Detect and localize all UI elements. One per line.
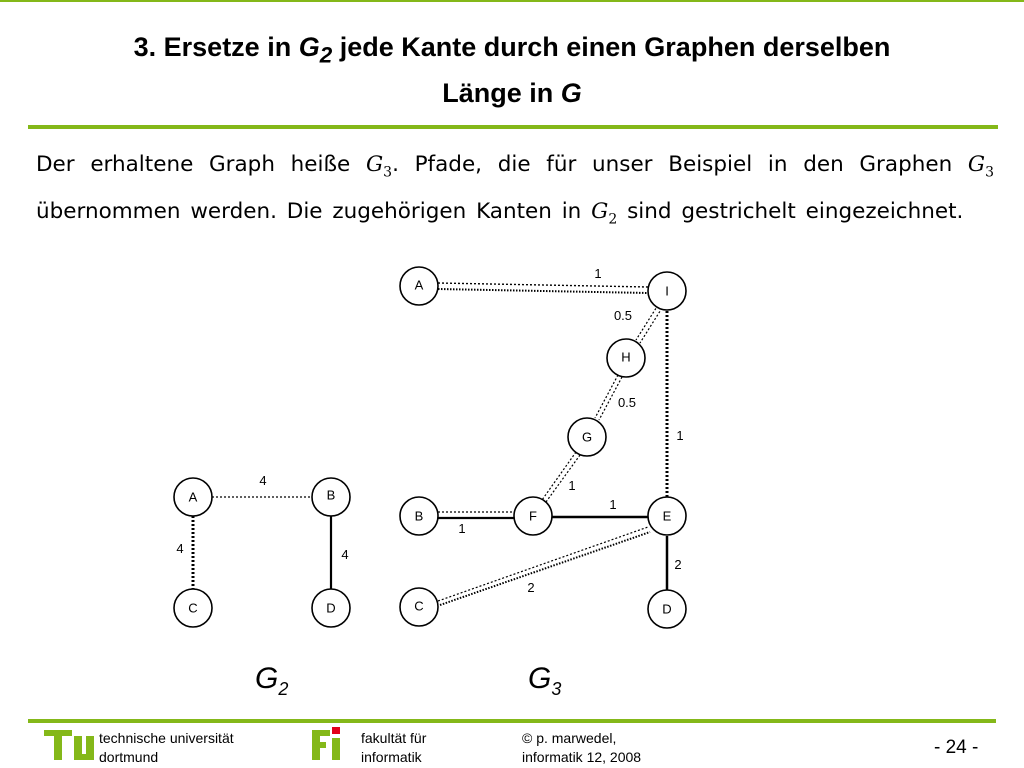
g2-label-c: C: [188, 600, 198, 616]
graph-g2: [174, 473, 350, 627]
g3-edge-h-g-dashed: [595, 375, 618, 418]
graph-g3: [400, 266, 686, 628]
footer-divider: [28, 719, 996, 723]
g3-weight-c-e: 2: [527, 580, 535, 595]
para-text-4: sind gestrichelt eingezeichnet.: [617, 199, 964, 225]
footer-university-line2: dortmund: [99, 749, 159, 765]
g3-edge-a-i: [438, 289, 648, 293]
footer-university-line1: technische universität: [99, 730, 234, 746]
para-text-3: übernommen werden. Die zugehörigen Kanten in: [36, 199, 592, 225]
para-math-g3: $G_3$: [365, 152, 393, 181]
g3-weight-a-i: 1: [594, 266, 602, 281]
g3-label-f: F: [529, 508, 537, 524]
g3-label-e: E: [662, 508, 672, 524]
title-math-sub: 2: [319, 42, 333, 68]
g3-weight-i-h: 0.5: [613, 308, 633, 323]
para-math-g3-2: $G_3$: [967, 152, 995, 181]
g2-weight-b-d: 4: [341, 547, 349, 562]
g3-edge-i-h: [640, 308, 662, 343]
g2-weight-a-b: 4: [259, 473, 267, 488]
g3-label-d: D: [662, 601, 672, 617]
g3-weight-f-e: 1: [609, 497, 617, 512]
g2-label-a: A: [188, 489, 198, 505]
footer-university: [99, 729, 234, 767]
g3-weight-g-f: 1: [568, 478, 576, 493]
g3-weight-b-f: 1: [458, 521, 466, 536]
caption-g2: $G_2$: [255, 662, 289, 699]
g3-label-a: A: [414, 277, 424, 293]
page-number: - 24 -: [934, 737, 979, 758]
footer-copyright-line1: © p. marwedel,: [522, 730, 617, 746]
g3-weight-i-e: 1: [676, 428, 684, 443]
g3-label-c: C: [414, 598, 424, 614]
g3-edge-a-i-dashed: [438, 283, 648, 287]
g2-label-b: B: [326, 487, 336, 503]
title-math-g-2: G: [560, 78, 582, 109]
para-text-2: . Pfade, die für unser Beispiel in den Graphen: [392, 152, 968, 177]
caption-g3: $G_3$: [528, 662, 562, 699]
title-math-g: G: [298, 32, 320, 62]
footer-faculty: [361, 729, 426, 767]
tu-logo: [44, 730, 94, 760]
g3-label-g: G: [581, 429, 593, 445]
g3-weight-h-g: 0.5: [617, 395, 637, 410]
g2-weight-a-c: 4: [176, 541, 184, 556]
fi-logo: [312, 727, 340, 760]
para-text-1: Der erhaltene Graph heiße: [36, 152, 366, 177]
g3-label-b: B: [414, 508, 424, 524]
footer-copyright: [522, 729, 641, 767]
title-text-1: 3. Ersetze in: [133, 32, 299, 62]
g3-label-i: I: [665, 283, 669, 299]
footer-faculty-line2: informatik: [361, 749, 422, 765]
footer-faculty-line1: fakultät für: [361, 730, 427, 746]
title-text-3: Länge in: [442, 78, 561, 109]
g3-edge-c-e: [440, 532, 650, 605]
g3-label-h: H: [621, 349, 631, 365]
g3-edge-i-h-dashed: [636, 305, 658, 340]
g3-weight-e-d: 2: [674, 557, 682, 572]
footer-copyright-line2: informatik 12, 2008: [522, 749, 642, 765]
g2-label-d: D: [326, 600, 336, 616]
g3-edge-c-e-dashed: [438, 527, 648, 601]
para-math-g2: $G_2$: [591, 199, 618, 228]
title-text-2: jede Kante durch einen Graphen derselben: [332, 32, 891, 62]
